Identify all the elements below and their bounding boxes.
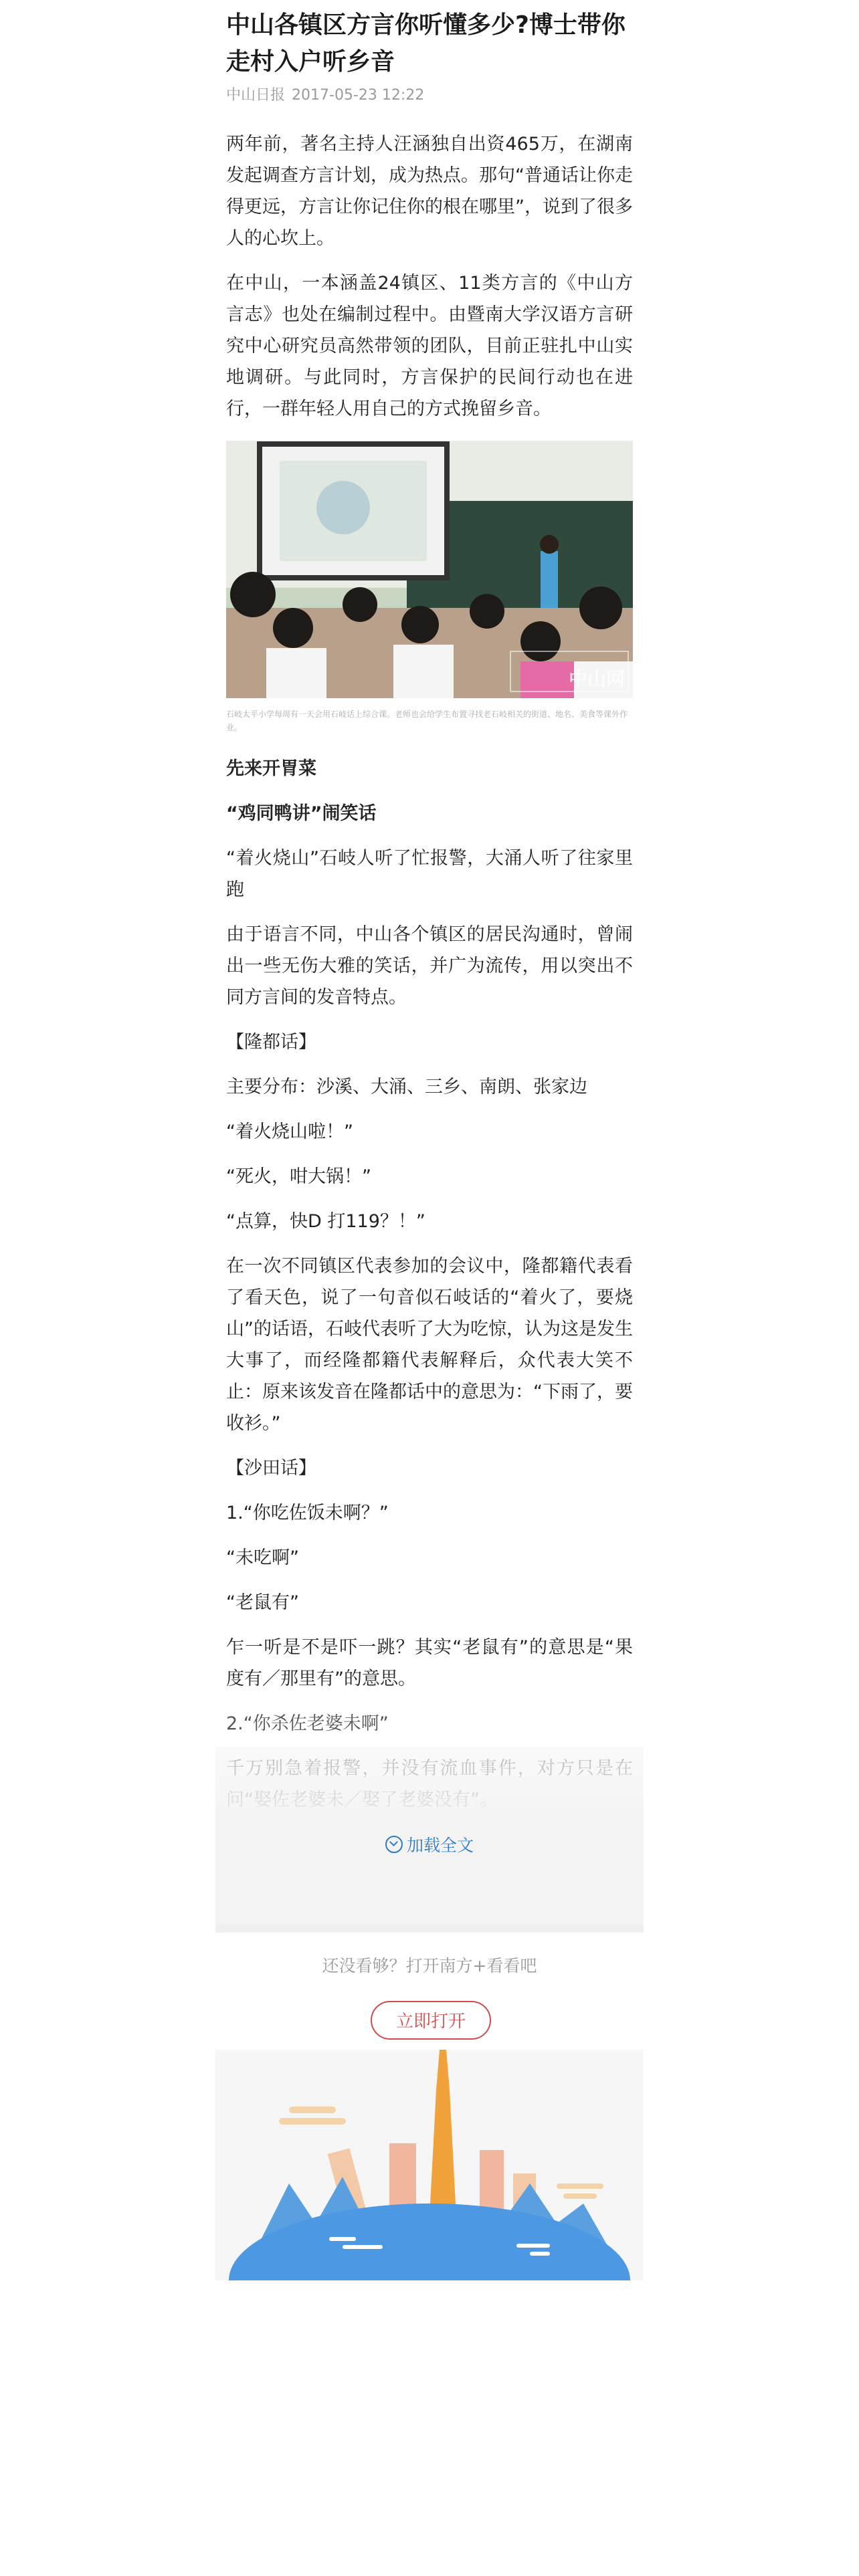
section-heading: “鸡同鸭讲”闹笑话 xyxy=(226,803,377,824)
body-paragraph: “未吃啊” xyxy=(226,1547,299,1568)
photo-caption: 石岐太平小学每周有一天会用石岐话上综合课。老师也会给学生布置寻找老石岐相关的街道、地名、美食等课外作业。 xyxy=(226,710,628,732)
article-meta xyxy=(226,86,633,106)
body-paragraph: “着火烧山”石岐人听了忙报警，大涌人听了往家里跑 xyxy=(226,848,633,900)
photo-watermark: 中山网 xyxy=(568,668,625,690)
city-illustration-graphic xyxy=(215,2050,644,2280)
open-app-button[interactable]: 立即打开 xyxy=(371,2001,491,2040)
classroom-photo xyxy=(226,441,633,698)
intro-paragraph: 在中山，一本涵盖24镇区、11类方言的《中山方言志》也处在编制过程中。由暨南大学汉语方言研究中心研究员高然带领的团队，目前正驻扎中山实地调研。与此同时，方言保护的民间行动也在进行，一群年轻人用自己的方式挽留乡音。 xyxy=(226,273,633,419)
article-body xyxy=(226,753,633,1816)
body-paragraph: “点算，快D 打119？！” xyxy=(226,1211,425,1232)
article-title: 中山各镇区方言你听懂多少?博士带你走村入户听乡音 xyxy=(226,11,626,76)
article-source: 中山日报 xyxy=(226,87,286,104)
load-more-label: 加载全文 xyxy=(406,1836,474,1855)
load-full-article-button[interactable] xyxy=(215,1832,644,1856)
classroom-photo-illustration xyxy=(226,441,633,698)
article xyxy=(226,0,633,1816)
body-paragraph: “死火，咁大锅！” xyxy=(226,1166,371,1187)
intro-paragraph: 两年前，著名主持人汪涵独自出资465万，在湖南发起调查方言计划，成为热点。那句“普通话让你走得更远，方言让你记住你的根在哪里”，说到了很多人的心坎上。 xyxy=(226,134,633,249)
city-illustration xyxy=(215,2050,644,2280)
body-paragraph: 【隆都话】 xyxy=(226,1032,316,1053)
body-paragraph: “老鼠有” xyxy=(226,1592,299,1613)
body-paragraph: 乍一听是不是吓一跳？其实“老鼠有”的意思是“果度有／那里有”的意思。 xyxy=(226,1637,633,1689)
body-paragraph: 在一次不同镇区代表参加的会议中，隆都籍代表看了看天色，说了一句音似石岐话的“着火了，要烧山”的话语，石岐代表听了大为吃惊，认为这是发生大事了，而经隆都籍代表解释后，众代表大笑不止：原来该发音在隆都话中的意思为：“下雨了，要收衫。” xyxy=(226,1256,633,1434)
body-paragraph: 【沙田话】 xyxy=(226,1458,316,1479)
body-paragraph: 2.“你杀佐老婆未啊” xyxy=(226,1713,389,1734)
divider xyxy=(215,1925,644,1933)
body-paragraph: 主要分布：沙溪、大涌、三乡、南朗、张家边 xyxy=(226,1077,587,1097)
chevron-down-icon xyxy=(385,1836,403,1853)
body-paragraph: “着火烧山啦！” xyxy=(226,1121,353,1142)
app-promo-text: 还没看够？打开南方+看看吧 xyxy=(322,1956,537,1975)
section-heading: 先来开胃菜 xyxy=(226,758,316,779)
article-datetime: 2017-05-23 12:22 xyxy=(292,87,425,104)
body-paragraph: 由于语言不同，中山各个镇区的居民沟通时，曾闹出一些无伤大雅的笑话，并广为流传，用以突出不同方言间的发音特点。 xyxy=(226,924,633,1008)
article-column xyxy=(215,0,644,2280)
body-paragraph: 1.“你吃佐饭未啊？” xyxy=(226,1503,389,1523)
